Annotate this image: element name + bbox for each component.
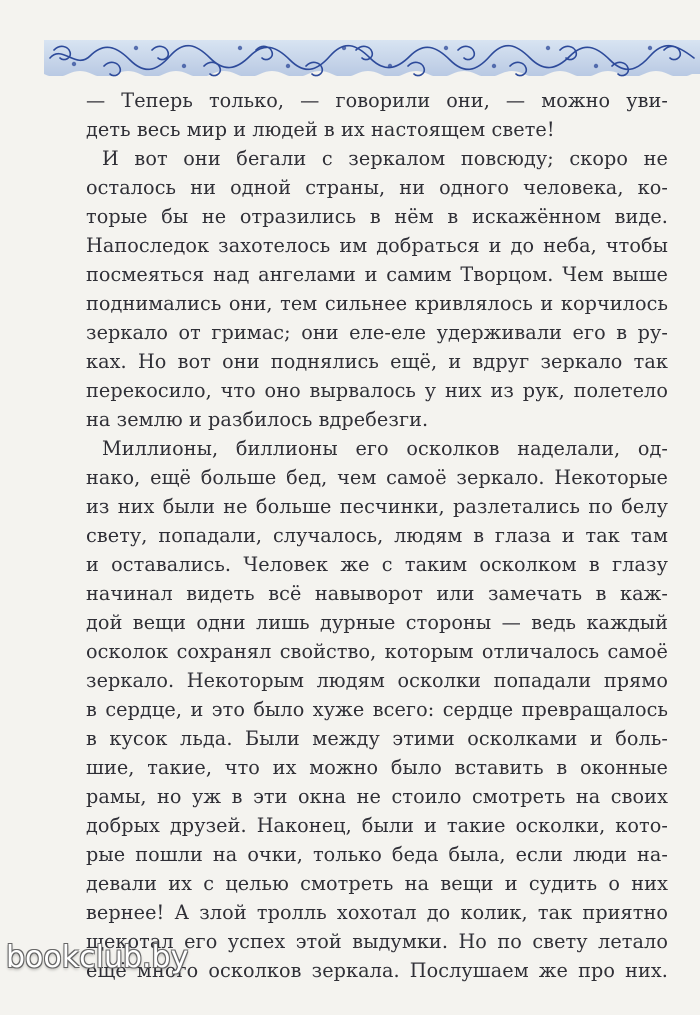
text-line: рамы, но уж в эти окна не стоило смотреть на своих xyxy=(86,785,668,808)
text-line: вернее! А злой тролль хохотал до колик, так приятно xyxy=(86,901,668,924)
text-line: зеркало от гримас; они еле-еле удерживали его в ру- xyxy=(86,321,668,344)
text-line: шие, такие, что их можно было вставить в оконные xyxy=(86,756,668,779)
text-line: осталось ни одной страны, ни одного человека, ко- xyxy=(86,176,668,199)
text-line: нако, ещё больше бед, чем самоё зеркало. Некоторые xyxy=(86,466,668,489)
body-text xyxy=(86,86,668,985)
text-line: деть весь мир и людей в их настоящем свете! xyxy=(86,118,555,141)
text-line: и оставались. Человек же с таким осколком в глазу xyxy=(86,553,668,576)
text-line: девали их с целью смотреть на вещи и судить о них xyxy=(86,872,668,895)
text-line: ещё много осколков зеркала. Послушаем же про них. xyxy=(86,959,668,982)
text-line: начинал видеть всё навыворот или замечать в каж- xyxy=(86,582,668,605)
text-line: в кусок льда. Были между этими осколками и боль- xyxy=(86,727,668,750)
text-line: поднимались они, тем сильнее кривлялось и корчилось xyxy=(86,292,668,315)
text-line: свету, попадали, случалось, людям в глаза и так там xyxy=(86,524,668,547)
text-line: И вот они бегали с зеркалом повсюду; скоро не xyxy=(102,147,668,170)
text-line: на землю и разбилось вдребезги. xyxy=(86,408,429,431)
text-line: добрых друзей. Наконец, были и такие осколки, кото- xyxy=(86,814,668,837)
text-line: посмеяться над ангелами и самим Творцом. Чем выше xyxy=(86,263,668,286)
text-line: в сердце, и это было хуже всего: сердце превращалось xyxy=(86,698,668,721)
text-line: — Теперь только, — говорили они, — можно уви- xyxy=(86,89,668,112)
text-line: ках. Но вот они поднялись ещё, и вдруг зеркало так xyxy=(86,350,668,373)
text-line: перекосило, что оно вырвалось у них из рук, полетело xyxy=(86,379,668,402)
text-line: Миллионы, биллионы его осколков наделали, од- xyxy=(102,437,668,460)
text-line: рые пошли на очки, только беда была, если люди на- xyxy=(86,843,668,866)
text-line: щекотал его успех этой выдумки. Но по свету летало xyxy=(86,930,668,953)
decorative-ornament-band xyxy=(44,40,700,80)
text-line: осколок сохранял свойство, которым отличалось самоё xyxy=(86,640,668,663)
text-line: дой вещи одни лишь дурные стороны — ведь каждый xyxy=(86,611,668,634)
site-watermark: bookclub.by xyxy=(6,940,189,975)
text-line: Напоследок захотелось им добраться и до неба, чтобы xyxy=(86,234,668,257)
ornament-pattern-icon xyxy=(44,40,700,80)
text-line: из них были не больше песчинки, разлетались по белу xyxy=(86,495,668,518)
text-line: торые бы не отразились в нём в искажённом виде. xyxy=(86,205,668,228)
text-line: зеркало. Некоторым людям осколки попадали прямо xyxy=(86,669,668,692)
